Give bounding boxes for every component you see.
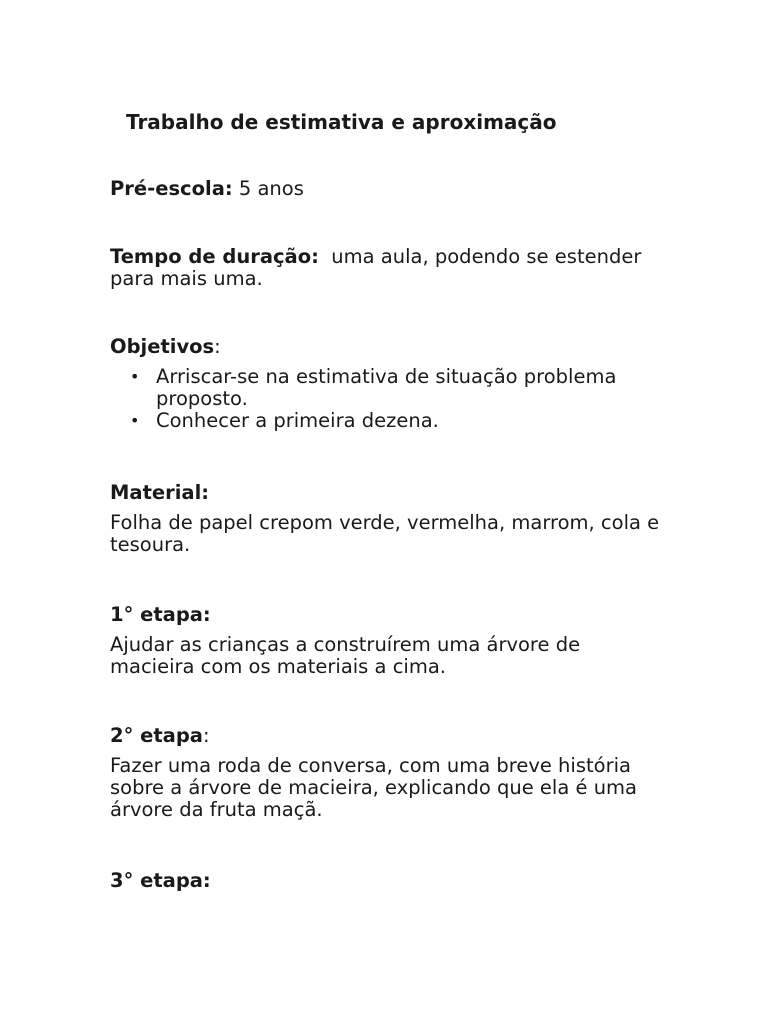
material-section — [110, 482, 670, 556]
objetivo-text: Conhecer a primeira dezena. — [156, 409, 439, 432]
pre-escola-value: 5 anos — [232, 177, 304, 200]
etapa3-section — [110, 870, 670, 892]
document-title: Trabalho de estimativa e aproximação — [126, 110, 557, 134]
etapa2-text: Fazer uma roda de conversa, com uma breve história sobre a árvore de macieira, explicando que ela é uma árvore da fruta maçã. — [110, 754, 637, 821]
duracao-line — [110, 246, 670, 290]
material-text: Folha de papel crepom verde, vermelha, marrom, cola e tesoura. — [110, 511, 660, 556]
etapa2-label: 2° etapa — [110, 724, 203, 747]
etapa1-section — [110, 604, 670, 678]
objetivo-text: Arriscar-se na estimativa de situação problema proposto. — [156, 365, 617, 410]
bullet-icon: • — [130, 367, 140, 386]
bullet-icon: • — [130, 411, 140, 430]
etapa2-section — [110, 725, 670, 821]
pre-escola-line — [110, 178, 670, 200]
pre-escola-label: Pré-escola: — [110, 177, 233, 200]
list-item — [110, 366, 670, 410]
etapa2-heading — [110, 725, 670, 747]
objetivos-heading — [110, 336, 670, 358]
objetivos-section — [110, 336, 670, 432]
list-item — [110, 410, 670, 432]
objetivos-list — [110, 366, 670, 432]
etapa1-text: Ajudar as crianças a construírem uma árvore de macieira com os materiais a cima. — [110, 633, 581, 678]
material-heading: Material: — [110, 481, 210, 504]
duracao-label: Tempo de duração: — [110, 245, 319, 268]
etapa3-heading: 3° etapa: — [110, 869, 211, 892]
duracao-value: uma aula, podendo se estender para mais uma. — [110, 245, 648, 290]
objetivos-label: Objetivos — [110, 335, 215, 358]
etapa2-colon: : — [202, 724, 210, 747]
objetivos-colon: : — [214, 335, 221, 358]
etapa1-heading: 1° etapa: — [110, 603, 211, 626]
